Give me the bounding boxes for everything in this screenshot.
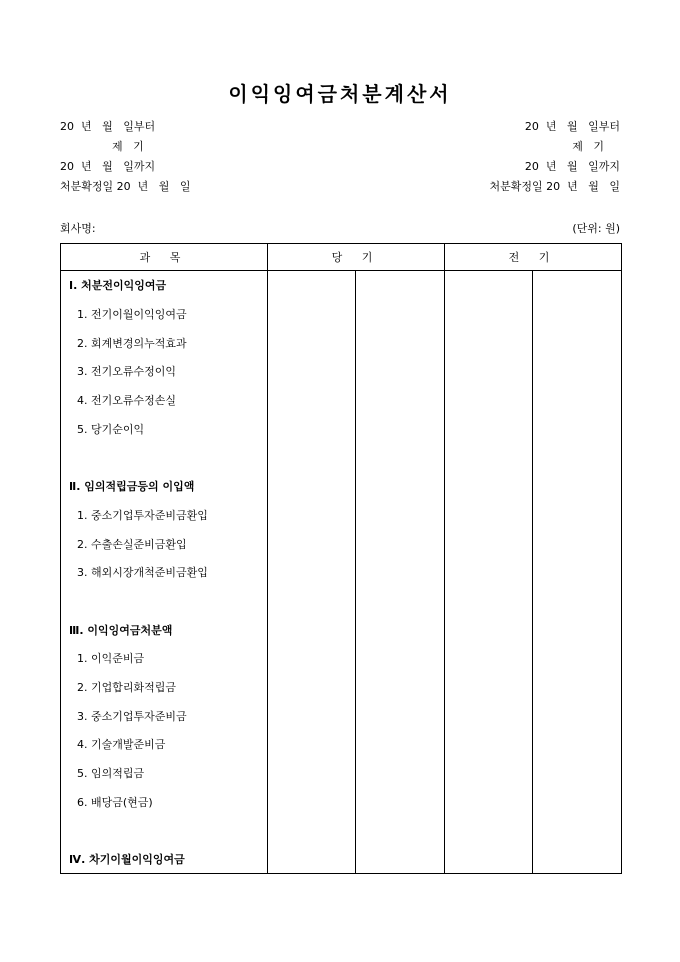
row-label: 3. 중소기업투자준비금 (61, 701, 268, 730)
amount-cell-current-credit[interactable] (356, 673, 445, 702)
table-row (61, 558, 622, 587)
amount-cell-current-credit[interactable] (356, 443, 445, 472)
table-row (61, 328, 622, 357)
header-previous: 전 기 (445, 244, 622, 271)
amount-cell-current-credit[interactable] (356, 386, 445, 415)
table-row (61, 501, 622, 530)
blank-row (61, 816, 622, 845)
statement-table (60, 243, 622, 874)
amount-cell-previous-credit[interactable] (533, 787, 622, 816)
amount-cell-current-debit[interactable] (268, 730, 356, 759)
document-title: 이익잉여금처분계산서 (228, 82, 452, 106)
table-row (61, 759, 622, 788)
amount-cell-current-debit[interactable] (268, 845, 356, 874)
amount-cell-previous-credit[interactable] (533, 300, 622, 329)
period-from-left: 20 년 월 일부터 (60, 120, 156, 133)
row-label: 2. 수출손실준비금환입 (61, 529, 268, 558)
amount-cell-previous-credit[interactable] (533, 328, 622, 357)
amount-cell-previous-debit[interactable] (445, 501, 533, 530)
unit-label: (단위: 원) (572, 222, 620, 235)
period-to-left: 20 년 월 일까지 (60, 160, 156, 173)
amount-cell-current-debit[interactable] (268, 271, 356, 300)
amount-cell-previous-debit[interactable] (445, 328, 533, 357)
amount-cell-previous-credit[interactable] (533, 443, 622, 472)
amount-cell-current-debit[interactable] (268, 501, 356, 530)
table-row (61, 357, 622, 386)
table-row (61, 673, 622, 702)
amount-cell-current-credit[interactable] (356, 501, 445, 530)
header-current: 당 기 (268, 244, 445, 271)
blank-row (61, 587, 622, 616)
amount-cell-previous-debit[interactable] (445, 759, 533, 788)
row-label: 1. 전기이월이익잉여금 (61, 300, 268, 329)
amount-cell-previous-debit[interactable] (445, 644, 533, 673)
amount-cell-current-debit[interactable] (268, 357, 356, 386)
amount-cell-previous-credit[interactable] (533, 386, 622, 415)
amount-cell-current-debit[interactable] (268, 615, 356, 644)
section-row (61, 615, 622, 644)
amount-cell-current-credit[interactable] (356, 644, 445, 673)
row-label: 6. 배당금(현금) (61, 787, 268, 816)
row-label: 4. 기술개발준비금 (61, 730, 268, 759)
amount-cell-previous-debit[interactable] (445, 845, 533, 874)
section-row (61, 271, 622, 300)
row-label: 4. 전기오류수정손실 (61, 386, 268, 415)
amount-cell-current-credit[interactable] (356, 787, 445, 816)
confirm-date-left: 처분확정일 20 년 월 일 (60, 180, 191, 193)
amount-cell-current-debit[interactable] (268, 701, 356, 730)
amount-cell-current-debit[interactable] (268, 529, 356, 558)
amount-cell-previous-debit[interactable] (445, 787, 533, 816)
amount-cell-previous-credit[interactable] (533, 414, 622, 443)
amount-cell-current-credit[interactable] (356, 845, 445, 874)
amount-cell-current-credit[interactable] (356, 730, 445, 759)
table-row (61, 644, 622, 673)
amount-cell-previous-debit[interactable] (445, 615, 533, 644)
amount-cell-current-credit[interactable] (356, 328, 445, 357)
row-label: 3. 해외시장개척준비금환입 (61, 558, 268, 587)
amount-cell-current-credit[interactable] (356, 357, 445, 386)
row-label: 1. 이익준비금 (61, 644, 268, 673)
amount-cell-previous-credit[interactable] (533, 845, 622, 874)
amount-cell-previous-debit[interactable] (445, 357, 533, 386)
amount-cell-current-debit[interactable] (268, 414, 356, 443)
amount-cell-current-credit[interactable] (356, 816, 445, 845)
row-label: 5. 당기순이익 (61, 414, 268, 443)
amount-cell-previous-credit[interactable] (533, 816, 622, 845)
row-label: 3. 전기오류수정이익 (61, 357, 268, 386)
amount-cell-current-credit[interactable] (356, 414, 445, 443)
term-left: 제 기 (112, 140, 144, 153)
amount-cell-previous-credit[interactable] (533, 472, 622, 501)
table-row (61, 787, 622, 816)
row-label: Ⅱ. 임의적립금등의 이입액 (61, 472, 268, 501)
amount-cell-current-debit[interactable] (268, 759, 356, 788)
amount-cell-current-credit[interactable] (356, 615, 445, 644)
table-row (61, 730, 622, 759)
amount-cell-current-credit[interactable] (356, 529, 445, 558)
amount-cell-previous-debit[interactable] (445, 816, 533, 845)
amount-cell-previous-debit[interactable] (445, 300, 533, 329)
amount-cell-current-credit[interactable] (356, 300, 445, 329)
amount-cell-current-credit[interactable] (356, 271, 445, 300)
row-label: Ⅰ. 처분전이익잉여금 (61, 271, 268, 300)
row-label (61, 443, 268, 472)
amount-cell-previous-debit[interactable] (445, 271, 533, 300)
amount-cell-current-debit[interactable] (268, 328, 356, 357)
amount-cell-previous-credit[interactable] (533, 701, 622, 730)
amount-cell-previous-debit[interactable] (445, 730, 533, 759)
table-row (61, 300, 622, 329)
row-label (61, 816, 268, 845)
amount-cell-previous-credit[interactable] (533, 357, 622, 386)
header-row (61, 244, 622, 271)
amount-cell-previous-debit[interactable] (445, 673, 533, 702)
row-label (61, 587, 268, 616)
table-row (61, 701, 622, 730)
amount-cell-current-debit[interactable] (268, 472, 356, 501)
amount-cell-previous-debit[interactable] (445, 587, 533, 616)
amount-cell-current-credit[interactable] (356, 472, 445, 501)
amount-cell-previous-credit[interactable] (533, 558, 622, 587)
amount-cell-previous-debit[interactable] (445, 472, 533, 501)
amount-cell-previous-credit[interactable] (533, 501, 622, 530)
amount-cell-current-debit[interactable] (268, 386, 356, 415)
amount-cell-previous-debit[interactable] (445, 701, 533, 730)
amount-cell-previous-debit[interactable] (445, 443, 533, 472)
table-row (61, 529, 622, 558)
amount-cell-current-debit[interactable] (268, 673, 356, 702)
row-label: Ⅳ. 차기이월이익잉여금 (61, 845, 268, 874)
table-row (61, 386, 622, 415)
amount-cell-previous-credit[interactable] (533, 529, 622, 558)
amount-cell-previous-debit[interactable] (445, 414, 533, 443)
confirm-date-right: 처분확정일 20 년 월 일 (489, 180, 620, 193)
section-row (61, 845, 622, 874)
amount-cell-current-debit[interactable] (268, 300, 356, 329)
company-name-label: 회사명: (60, 222, 96, 235)
amount-cell-previous-credit[interactable] (533, 644, 622, 673)
amount-cell-current-debit[interactable] (268, 787, 356, 816)
amount-cell-previous-debit[interactable] (445, 558, 533, 587)
row-label: 1. 중소기업투자준비금환입 (61, 501, 268, 530)
amount-cell-previous-credit[interactable] (533, 730, 622, 759)
row-label: 2. 기업합리화적립금 (61, 673, 268, 702)
term-right: 제 기 (572, 140, 604, 153)
amount-cell-previous-debit[interactable] (445, 386, 533, 415)
amount-cell-current-debit[interactable] (268, 587, 356, 616)
period-from-right: 20 년 월 일부터 (524, 120, 620, 133)
amount-cell-previous-credit[interactable] (533, 271, 622, 300)
amount-cell-current-debit[interactable] (268, 443, 356, 472)
amount-cell-previous-credit[interactable] (533, 759, 622, 788)
row-label: Ⅲ. 이익잉여금처분액 (61, 615, 268, 644)
table-row (61, 414, 622, 443)
amount-cell-current-debit[interactable] (268, 644, 356, 673)
amount-cell-previous-credit[interactable] (533, 615, 622, 644)
row-label: 5. 임의적립금 (61, 759, 268, 788)
amount-cell-current-credit[interactable] (356, 558, 445, 587)
period-to-right: 20 년 월 일까지 (524, 160, 620, 173)
section-row (61, 472, 622, 501)
header-item: 과 목 (61, 244, 268, 271)
amount-cell-current-debit[interactable] (268, 558, 356, 587)
amount-cell-current-credit[interactable] (356, 759, 445, 788)
amount-cell-previous-credit[interactable] (533, 673, 622, 702)
amount-cell-previous-debit[interactable] (445, 529, 533, 558)
blank-row (61, 443, 622, 472)
amount-cell-previous-credit[interactable] (533, 587, 622, 616)
amount-cell-current-credit[interactable] (356, 701, 445, 730)
row-label: 2. 회계변경의누적효과 (61, 328, 268, 357)
amount-cell-current-debit[interactable] (268, 816, 356, 845)
amount-cell-current-credit[interactable] (356, 587, 445, 616)
